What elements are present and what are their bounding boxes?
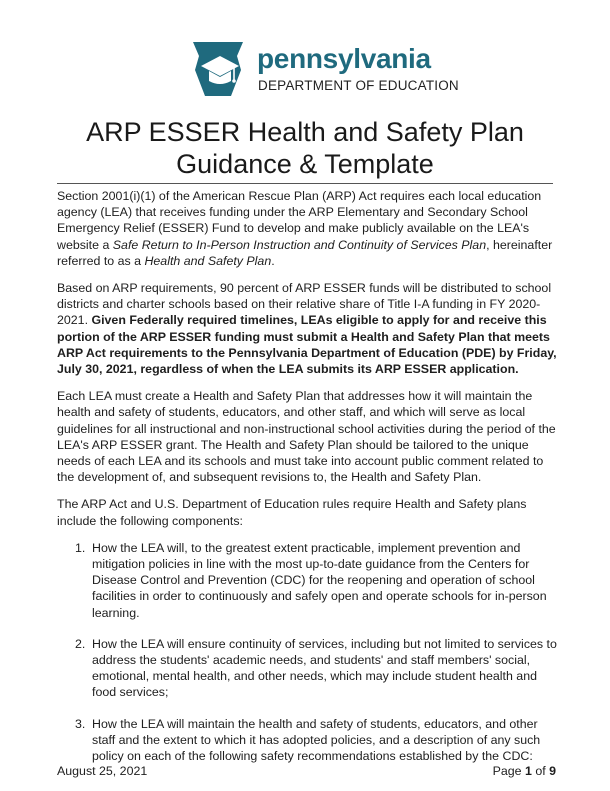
intro-text-a: Section 2001(i)(1) of the American Rescue Plan (ARP) Act requires each local education agency (LEA) that receives funding under the ARP Elementary and Secondary School Emergency Relief (ESSER) Fund to develop and make publicly available on the LEA's website a <box>57 189 542 252</box>
intro-plan-name: Safe Return to In-Person Instruction and Continuity of Services Plan <box>112 237 487 252</box>
list-item <box>57 540 557 621</box>
logo-wordmark: pennsylvania <box>257 43 431 74</box>
keystone-mortarboard-icon <box>187 40 249 102</box>
list-item <box>57 716 557 765</box>
deadline-notice: Given Federally required timelines, LEAs eligible to apply for and receive this portion of the ARP ESSER funding must submit a Health and Safety Plan that meets ARP Act requirements to the Pennsylvania Department of Education (PDE) by Friday, July 30, 2021, regardless of when the LEA submits its ARP ESSER application. <box>57 313 557 377</box>
pde-logo <box>187 40 459 104</box>
components-intro: The ARP Act and U.S. Department of Education rules require Health and Safety plans include the following components: <box>57 497 527 528</box>
page-title <box>40 116 570 180</box>
page-current: 1 <box>524 764 532 778</box>
list-item-number: 3. <box>75 716 86 731</box>
page-total: 9 <box>549 764 556 778</box>
funding-text: Based on ARP requirements, 90 percent of ARP ESSER funds will be distributed to school districts and charter schools based on their relative share of Title I-A funding in FY 2020-2021. <box>57 281 552 328</box>
list-item-text: How the LEA will ensure continuity of services, including but not limited to services to address the students' academic needs, and students' and staff members' social, emotional, mental health, and other needs, which may include student health and food services; <box>92 636 557 700</box>
logo-subtitle: DEPARTMENT OF EDUCATION <box>258 78 459 93</box>
document-body <box>57 188 557 779</box>
list-item <box>57 636 557 701</box>
title-line-1: ARP ESSER Health and Safety Plan <box>86 117 524 147</box>
list-item-text: How the LEA will, to the greatest extent practicable, implement prevention and mitigation policies in line with the most up-to-date guidance from the Centers for Disease Control and Prevention (CDC) for the reopening and operation of school facilities in order to continuously and safely open and operate schools for in-person learning. <box>92 540 547 620</box>
page-of: of <box>531 764 550 778</box>
list-item-number: 2. <box>75 636 86 651</box>
list-item-number: 1. <box>75 540 86 555</box>
requirements-paragraph: Each LEA must create a Health and Safety Plan that addresses how it will maintain the health and safety of students, educators, and other staff, and which will serve as local guidelines for all instructional and non-instructional school activities during the period of the LEA's ARP ESSER grant. The Health and Safety Plan should be tailored to the unique needs of each LEA and its schools and must take into account public comment related to the development of, and subsequent revisions to, the Health and Safety Plan. <box>57 389 556 485</box>
footer-page-number <box>493 764 556 778</box>
intro-plan-short-name: Health and Safety Plan <box>144 253 272 268</box>
components-list <box>57 540 557 764</box>
page-prefix: Page <box>492 764 525 778</box>
title-line-2: Guidance & Template <box>176 149 434 179</box>
intro-paragraph <box>57 188 557 269</box>
footer-date: August 25, 2021 <box>57 764 148 778</box>
title-divider <box>57 183 553 184</box>
list-item-text: How the LEA will maintain the health and safety of students, educators, and other staff and the extent to which it has adopted policies, and a description of any such policy on each of the following safety recommendations established by the CDC: <box>92 716 541 764</box>
funding-paragraph <box>57 280 557 377</box>
intro-text-c: , hereinafter referred to as a <box>57 237 553 268</box>
intro-text-e: . <box>271 253 275 268</box>
